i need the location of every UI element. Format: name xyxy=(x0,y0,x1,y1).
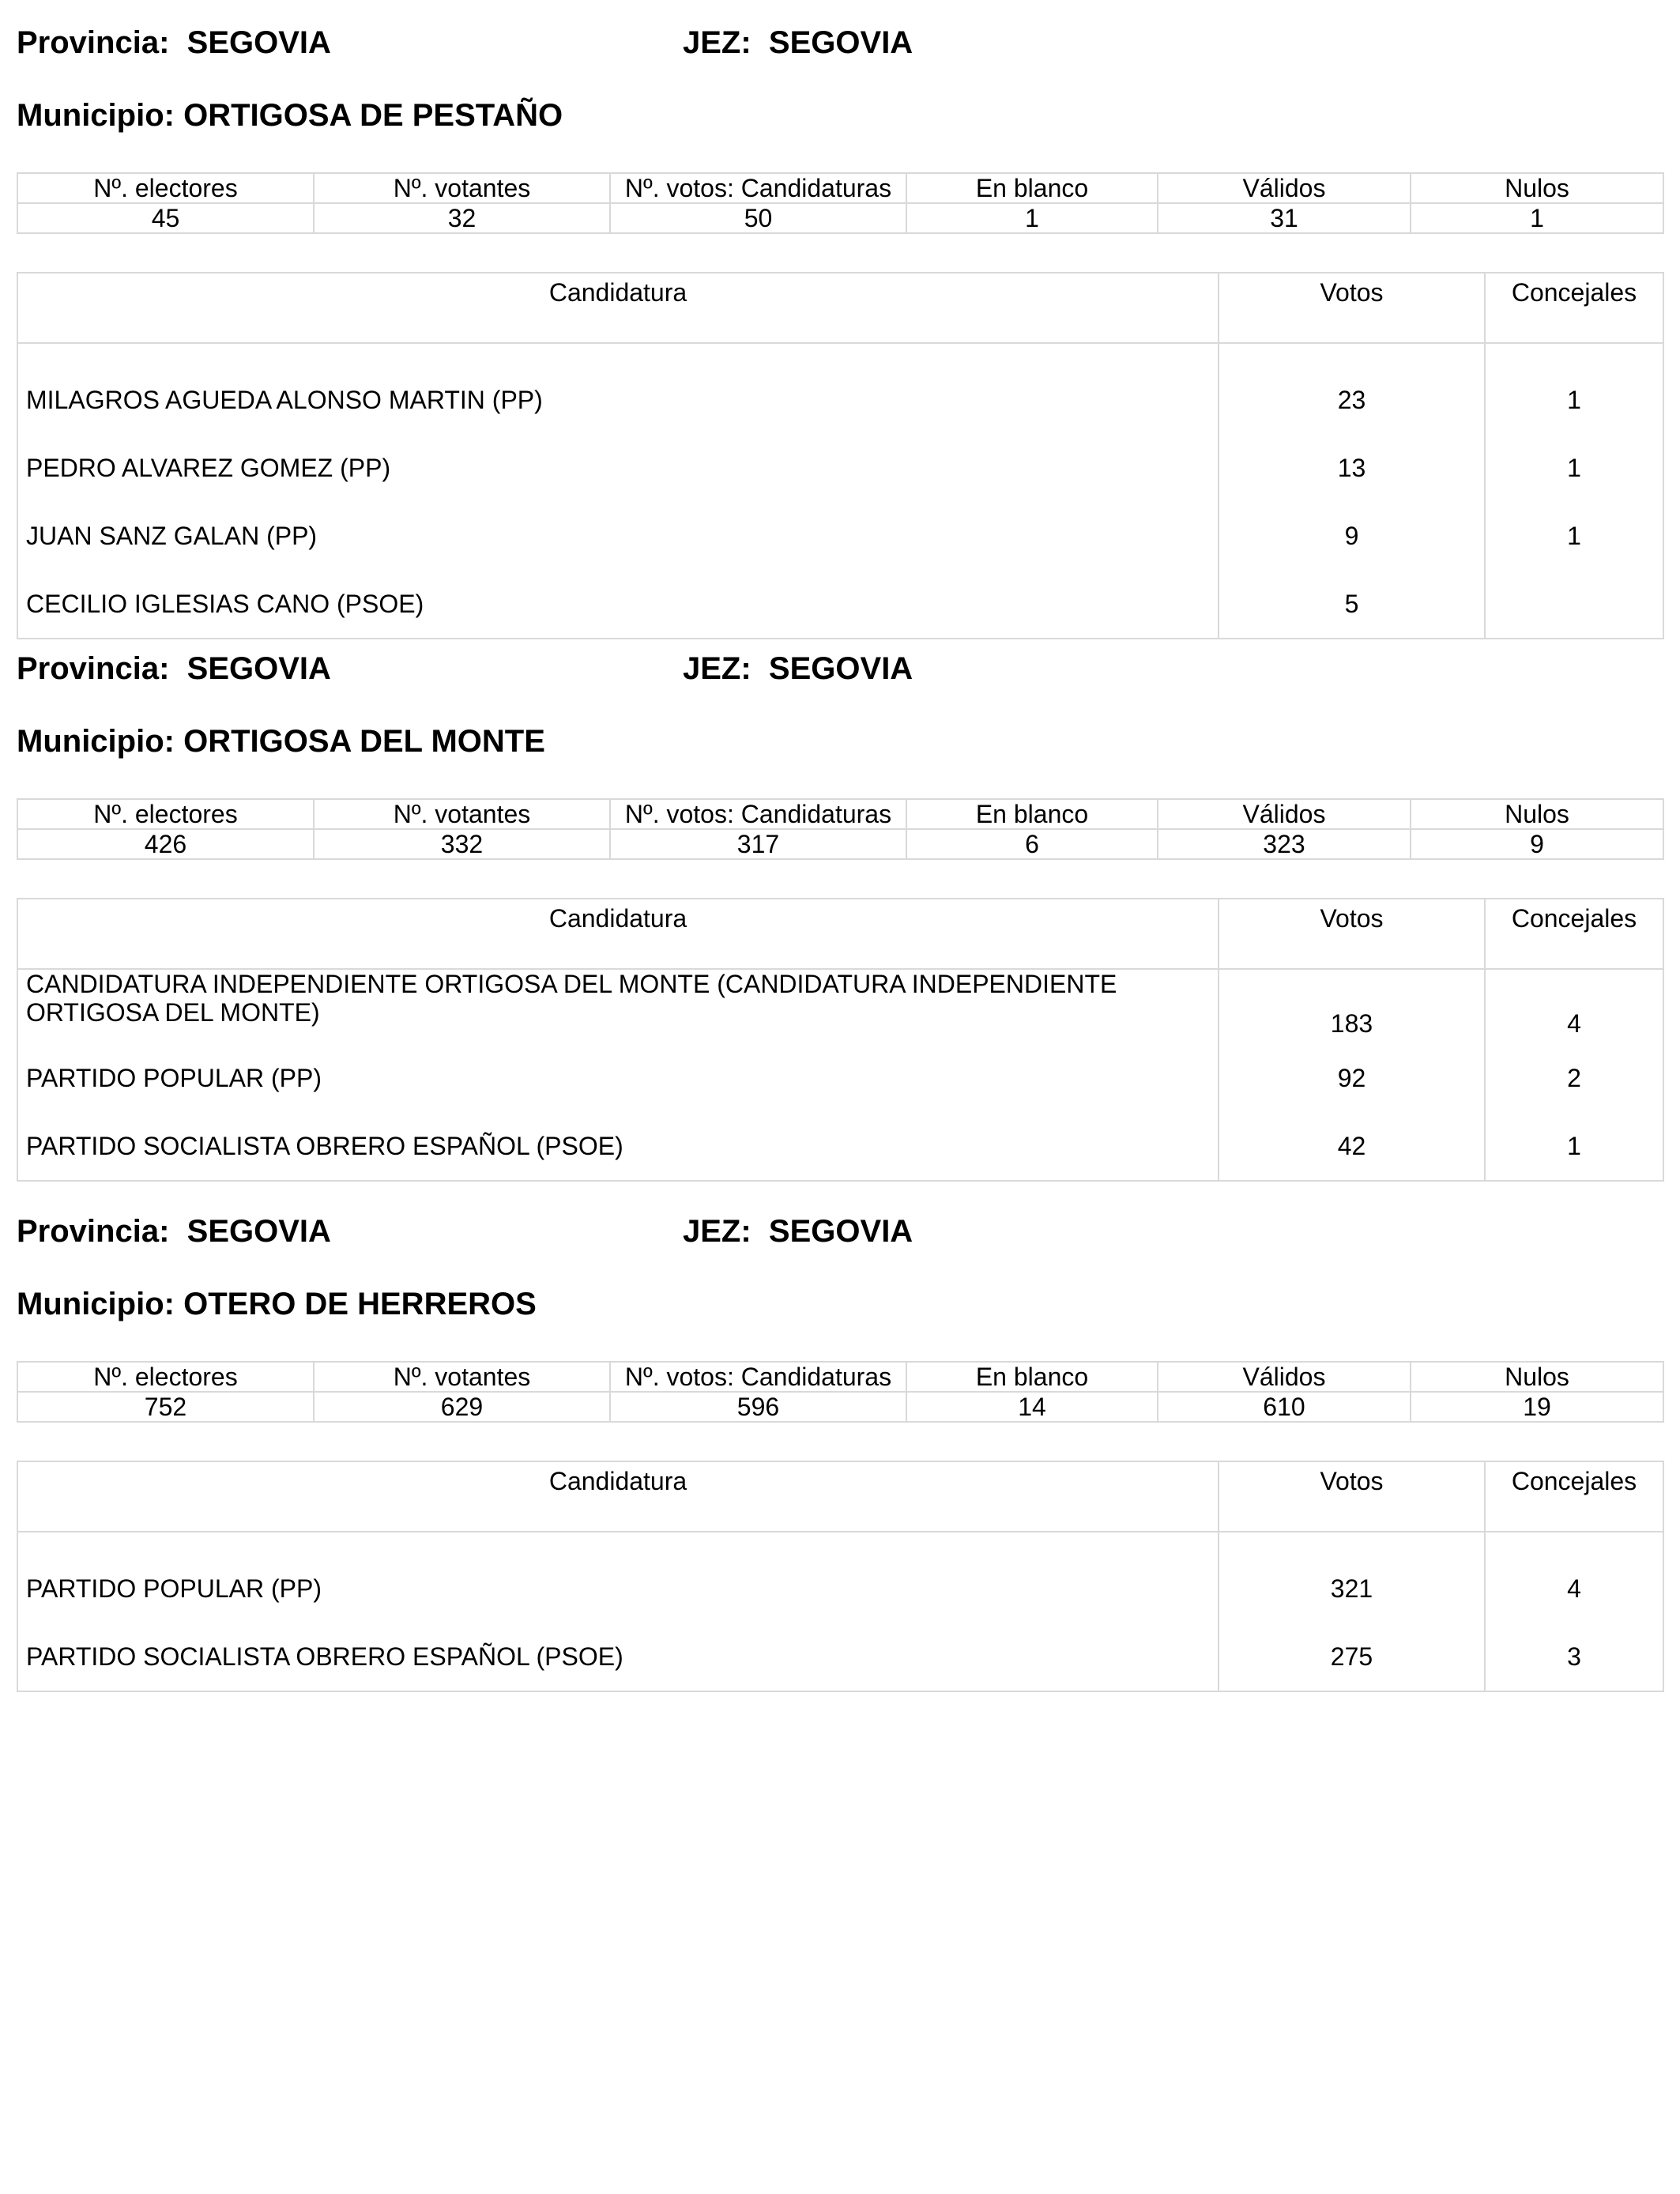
provincia-value: SEGOVIA xyxy=(186,25,331,60)
stat-header: Nulos xyxy=(1411,1362,1663,1392)
stats-header-row xyxy=(17,173,1663,203)
votos-header: Votos xyxy=(1219,899,1485,969)
provincia-value: SEGOVIA xyxy=(186,651,331,686)
stats-table xyxy=(17,798,1664,860)
candidate-row xyxy=(17,502,1663,570)
stats-header-row xyxy=(17,799,1663,829)
candidate-votos: 13 xyxy=(1219,434,1485,502)
candidate-votos: 42 xyxy=(1219,1112,1485,1181)
stats-table xyxy=(17,172,1664,234)
provincia-field: Provincia: SEGOVIA xyxy=(17,25,331,60)
municipio-value: ORTIGOSA DE PESTAÑO xyxy=(183,98,563,133)
provincia-value: SEGOVIA xyxy=(186,1214,331,1249)
candidates-table xyxy=(17,272,1664,639)
stat-value: 323 xyxy=(1158,829,1411,859)
candidate-concejales xyxy=(1485,570,1663,639)
stat-value: 45 xyxy=(17,203,314,233)
candidate-concejales: 2 xyxy=(1485,1044,1663,1112)
candidate-votos: 5 xyxy=(1219,570,1485,639)
candidates-header-row xyxy=(17,899,1663,969)
stat-value: 317 xyxy=(610,829,906,859)
municipio-title: Municipio: ORTIGOSA DE PESTAÑO xyxy=(17,98,563,133)
candidate-votos: 92 xyxy=(1219,1044,1485,1112)
jez-field: JEZ: SEGOVIA xyxy=(683,25,913,60)
candidate-concejales: 1 xyxy=(1485,343,1663,434)
candidate-name: PARTIDO POPULAR (PP) xyxy=(17,1044,1219,1112)
stat-header: En blanco xyxy=(906,1362,1158,1392)
candidatura-header: Candidatura xyxy=(17,899,1219,969)
candidate-votos: 275 xyxy=(1219,1623,1485,1691)
stats-table xyxy=(17,1361,1664,1423)
municipio-section xyxy=(17,22,1663,618)
votos-header: Votos xyxy=(1219,1461,1485,1532)
stat-header: Nulos xyxy=(1411,173,1663,203)
section-header xyxy=(17,1211,1663,1252)
candidate-concejales: 1 xyxy=(1485,1112,1663,1181)
candidate-name: PARTIDO POPULAR (PP) xyxy=(17,1532,1219,1623)
stats-header-row xyxy=(17,1362,1663,1392)
stats-value-row xyxy=(17,829,1663,859)
candidate-row xyxy=(17,343,1663,434)
candidate-row xyxy=(17,969,1663,1044)
candidates-header-row xyxy=(17,273,1663,343)
stat-value: 14 xyxy=(906,1392,1158,1422)
stat-value: 610 xyxy=(1158,1392,1411,1422)
stat-header: Nº. votos: Candidaturas xyxy=(610,1362,906,1392)
stat-header: Nº. votos: Candidaturas xyxy=(610,173,906,203)
stat-value: 332 xyxy=(314,829,610,859)
stat-header: Nulos xyxy=(1411,799,1663,829)
stat-value: 31 xyxy=(1158,203,1411,233)
stat-header: Nº. electores xyxy=(17,1362,314,1392)
stat-value: 426 xyxy=(17,829,314,859)
jez-value: SEGOVIA xyxy=(768,1214,913,1249)
stat-value: 1 xyxy=(1411,203,1663,233)
candidate-name: CECILIO IGLESIAS CANO (PSOE) xyxy=(17,570,1219,639)
section-header xyxy=(17,22,1663,63)
candidates-table xyxy=(17,1461,1664,1692)
candidatura-header: Candidatura xyxy=(17,273,1219,343)
candidate-name: MILAGROS AGUEDA ALONSO MARTIN (PP) xyxy=(17,343,1219,434)
candidate-name: PEDRO ALVAREZ GOMEZ (PP) xyxy=(17,434,1219,502)
municipio-value: ORTIGOSA DEL MONTE xyxy=(183,724,545,759)
stats-value-row xyxy=(17,203,1663,233)
candidates-header-row xyxy=(17,1461,1663,1532)
municipio-section xyxy=(17,1211,1663,1671)
stat-value: 32 xyxy=(314,203,610,233)
candidate-concejales: 1 xyxy=(1485,502,1663,570)
stat-value: 752 xyxy=(17,1392,314,1422)
candidate-name: CANDIDATURA INDEPENDIENTE ORTIGOSA DEL MONTE (CANDIDATURA INDEPENDIENTE ORTIGOSA DEL MONTE) xyxy=(17,969,1219,1044)
stat-value: 50 xyxy=(610,203,906,233)
stat-value: 629 xyxy=(314,1392,610,1422)
stat-header: Válidos xyxy=(1158,799,1411,829)
stat-header: Válidos xyxy=(1158,173,1411,203)
votos-header: Votos xyxy=(1219,273,1485,343)
candidate-row xyxy=(17,1112,1663,1181)
stats-value-row xyxy=(17,1392,1663,1422)
stat-value: 1 xyxy=(906,203,1158,233)
municipio-value: OTERO DE HERREROS xyxy=(183,1287,537,1321)
jez-field: JEZ: SEGOVIA xyxy=(683,1214,913,1249)
stat-header: En blanco xyxy=(906,173,1158,203)
stat-header: En blanco xyxy=(906,799,1158,829)
candidate-name: PARTIDO SOCIALISTA OBRERO ESPAÑOL (PSOE) xyxy=(17,1623,1219,1691)
candidate-row xyxy=(17,1044,1663,1112)
provincia-field: Provincia: SEGOVIA xyxy=(17,1214,331,1249)
candidate-votos: 183 xyxy=(1219,969,1485,1044)
municipio-section xyxy=(17,648,1663,1160)
candidate-name: PARTIDO SOCIALISTA OBRERO ESPAÑOL (PSOE) xyxy=(17,1112,1219,1181)
stat-value: 19 xyxy=(1411,1392,1663,1422)
stat-header: Nº. electores xyxy=(17,799,314,829)
concejales-header: Concejales xyxy=(1485,273,1663,343)
candidate-row xyxy=(17,1532,1663,1623)
stat-value: 6 xyxy=(906,829,1158,859)
concejales-header: Concejales xyxy=(1485,899,1663,969)
candidate-name: JUAN SANZ GALAN (PP) xyxy=(17,502,1219,570)
section-header xyxy=(17,648,1663,689)
provincia-field: Provincia: SEGOVIA xyxy=(17,651,331,686)
jez-value: SEGOVIA xyxy=(768,651,913,686)
stat-value: 9 xyxy=(1411,829,1663,859)
candidate-votos: 9 xyxy=(1219,502,1485,570)
candidate-votos: 23 xyxy=(1219,343,1485,434)
stat-value: 596 xyxy=(610,1392,906,1422)
concejales-header: Concejales xyxy=(1485,1461,1663,1532)
candidate-row xyxy=(17,1623,1663,1691)
candidate-concejales: 3 xyxy=(1485,1623,1663,1691)
candidate-concejales: 4 xyxy=(1485,969,1663,1044)
candidate-votos: 321 xyxy=(1219,1532,1485,1623)
stat-header: Nº. votantes xyxy=(314,1362,610,1392)
stat-header: Nº. votantes xyxy=(314,799,610,829)
candidatura-header: Candidatura xyxy=(17,1461,1219,1532)
stat-header: Válidos xyxy=(1158,1362,1411,1392)
candidate-concejales: 4 xyxy=(1485,1532,1663,1623)
candidate-row xyxy=(17,570,1663,639)
stat-header: Nº. votos: Candidaturas xyxy=(610,799,906,829)
candidate-row xyxy=(17,434,1663,502)
stat-header: Nº. votantes xyxy=(314,173,610,203)
candidates-table xyxy=(17,898,1664,1182)
municipio-title: Municipio: ORTIGOSA DEL MONTE xyxy=(17,724,545,759)
candidate-concejales: 1 xyxy=(1485,434,1663,502)
municipio-title: Municipio: OTERO DE HERREROS xyxy=(17,1287,537,1321)
stat-header: Nº. electores xyxy=(17,173,314,203)
jez-field: JEZ: SEGOVIA xyxy=(683,651,913,686)
jez-value: SEGOVIA xyxy=(768,25,913,60)
